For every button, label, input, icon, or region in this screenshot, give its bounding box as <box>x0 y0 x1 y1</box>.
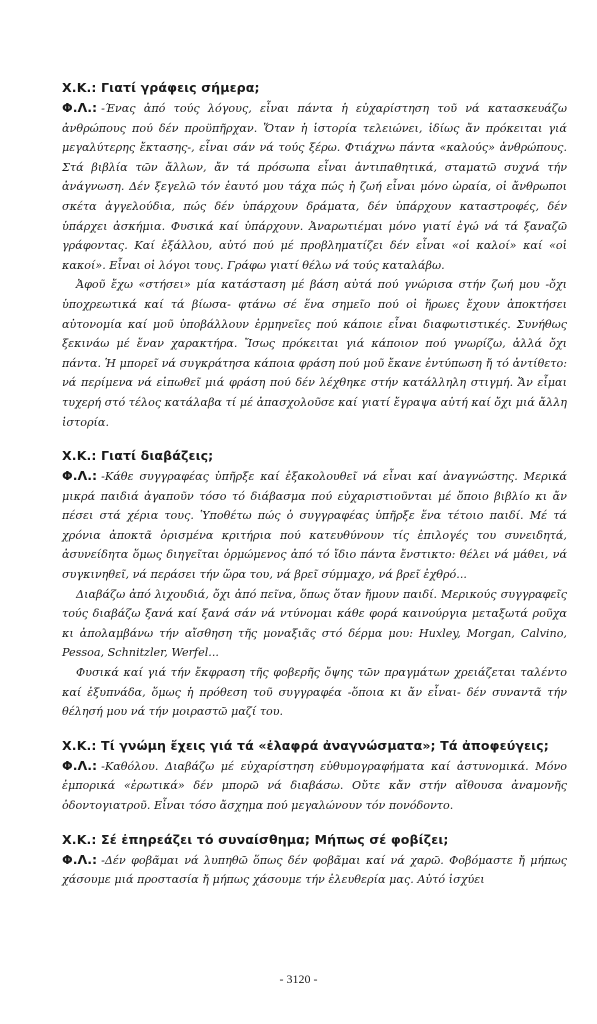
question-heading: Χ.Κ.: Σέ ἐπηρεάζει τό συναίσθημα; Μήπως σέ φοβίζει; <box>62 831 449 847</box>
interview-section-emotion <box>62 830 567 890</box>
question-heading: Χ.Κ.: Γιατί διαβάζεις; <box>62 448 214 464</box>
answer-paragraph <box>62 756 567 816</box>
interview-section-light-reading <box>62 736 567 816</box>
interview-section-why-write <box>62 78 567 432</box>
answer-paragraph: Φυσικά καί γιά τήν ἔκφραση τῆς φοβερῆς ὄψης τῶν πραγμάτων χρειάζεται ταλέντο καί ἐξυπνάδα, ὅμως ἡ πρόθεση τοῦ συγγραφέα -ὅποια κι ἄν εἶναι- δέν συναντᾶ τήν θέλησή μου νά τήν μοιραστῶ μαζί του. <box>62 666 567 719</box>
answer-text: -Ένας ἀπό τούς λόγους, εἶναι πάντα ἡ εὐχαρίστηση τοῦ νά κατασκευάζω ἀνθρώπους πού δέν προϋπῆρχαν. Ὅταν ἡ ἱστορία τελειώνει, ἰδίως ἄν πρόκειται γιά μεγαλύτερης ἔκτασης-, εἶναι σάν νά τούς ξέρω. Φτιάχνω πάντα «καλούς» ἀνθρώπους. Στά βιβλία τῶν ἄλλων, ἄν τά πρόσωπα εἶναι ἀντιπαθητικά, σταματῶ συχνά τήν ἀνάγνωση. Δέν ξεγελῶ τόν ἑαυτό μου τάχα πώς ἡ ζωή εἶναι μόνο ὡραία, οἱ ἄνθρωποι σκέτα ἀγγελούδια, πώς δέν ὑπάρχουν δράματα, δέν ὑπάρχουν καταστροφές, δέν ὑπάρχει ἀσκήμια. Φυσικά καί ὑπάρχουν. Ἀναρωτιέμαι μόνο γιατί ἐγώ νά τά ξαναζῶ γράφοντας. Καί ἐξάλλου, αὐτό πού μέ προβληματίζει δέν εἶναι «οἱ καλοί» καί «οἱ κακοί». Εἶναι οἱ λόγοι τους. Γράφω γιατί θέλω νά τούς καταλάβω. <box>62 102 567 272</box>
answer-text: -Καθόλου. Διαβάζω μέ εὐχαρίστηση εὐθυμογραφήματα καί ἀστυνομικά. Μόνο ἐμπορικά «ἐρωτικά» δέν μπορῶ νά διαβάσω. Οὔτε κἄν στήν αἴθουσα ἀναμονῆς ὀδοντογιατροῦ. Εἶναι τόσο ἄσχημα πού μεγαλώνουν τόν πονόδοντο. <box>62 759 567 812</box>
answer-paragraph <box>62 466 567 585</box>
speaker-label: Φ.Λ.: <box>62 100 98 115</box>
answer-paragraph <box>62 850 567 890</box>
speaker-label: Φ.Λ.: <box>62 851 98 867</box>
answer-text: -Δέν φοβᾶμαι νά λυπηθῶ ὅπως δέν φοβᾶμαι καί νά χαρῶ. Φοβόμαστε ἤ μήπως χάσουμε μιά προστασία ἤ μήπως χάσουμε τήν ἐλευθερία μας. Αὐτό ἰσχύει <box>62 853 567 887</box>
answer-paragraph <box>62 98 567 275</box>
question-heading: Χ.Κ.: Τί γνώμη ἔχεις γιά τά «ἐλαφρά ἀναγνώσματα»; Τά ἀποφεύγεις; <box>62 737 549 753</box>
answer-paragraph: Διαβάζω ἀπό λιχουδιά, ὄχι ἀπό πεῖνα, ὅπως ὅταν ἤμουν παιδί. Μερικούς συγγραφεῖς τούς διαβάζω ξανά καί ξανά σάν νά ντύνομαι κάθε φορά καινούργια μεταξωτά ροῦχα κι ἀπολαμβάνω τήν αἴσθηση τῆς μοναξιᾶς στό δέρμα μου: Huxley, Morgan, Calvino, Pessoa, Schnitzler, Werfel... <box>62 587 567 660</box>
answer-text: -Κάθε συγγραφέας ὑπῆρξε καί ἐξακολουθεῖ νά εἶναι καί ἀναγνώστης. Μερικά μικρά παιδιά ἀγαποῦν τόσο τό διάβασμα πού εὐχαριστιοῦνται μέ ὅποιο βιβλίο κι ἄν πέσει στά χέρια τους. Ὑποθέτω πώς ὁ συγγραφέας ὑπῆρξε ἕνα τέτοιο παιδί. Μέ τά χρόνια ἀποκτᾶ ὁρισμένα κριτήρια πού κατευθύνουν τίς ἐπιλογές του συνειδητά, ἀσυνείδητα ὅμως διηγεῖται ὁρμώμενος ἀπό τό ἴδιο πάντα ἔνστικτο: θέλει νά μάθει, νά συγκινηθεῖ, νά περάσει τήν ὥρα του, νά βρεῖ σύμμαχο, νά βρεῖ ἐχθρό... <box>62 470 567 582</box>
interview-section-why-read <box>62 446 567 722</box>
speaker-label: Φ.Λ.: <box>62 468 98 484</box>
question-heading: Χ.Κ.: Γιατί γράφεις σήμερα; <box>62 80 260 95</box>
page-number: - 3120 - <box>279 972 318 986</box>
answer-paragraph: Ἀφοῦ ἔχω «στήσει» μία κατάσταση μέ βάση αὐτά πού γνώρισα στήν ζωή μου -ὄχι ὑποχρεωτικά καί τά βίωσα- φτάνω σέ ἕνα σημεῖο πού οἱ ἥρωες ἔχουν ἀποκτήσει αὐτονομία καί μοῦ ὑποβάλλουν ἑρμηνεῖες πού κάποιε εἶναι διαφωτιστικές. Συνήθως ξεκινάω μέ ἕναν χαρακτήρα. Ἴσως πρόκειται γιά κάποιον πού γνωρίζω, ἀλλά ὄχι πάντα. Ἡ μπορεῖ νά συγκράτησα κάποια φράση πού μοῦ ἔκανε ἐντύπωση ἤ τό ἀντίθετο: νά περίμενα νά εἰπωθεῖ μιά φράση πού δέν λέχθηκε στήν κατάλληλη στιγμή. Ἄν εἶμαι τυχερή στό τέλος κατάλαβα τί μέ ἀπασχολοῦσε καί γιατί ἔγραψα αὐτή καί ὄχι μιά ἄλλη ἱστορία. <box>62 278 567 429</box>
speaker-label: Φ.Λ.: <box>62 757 98 773</box>
